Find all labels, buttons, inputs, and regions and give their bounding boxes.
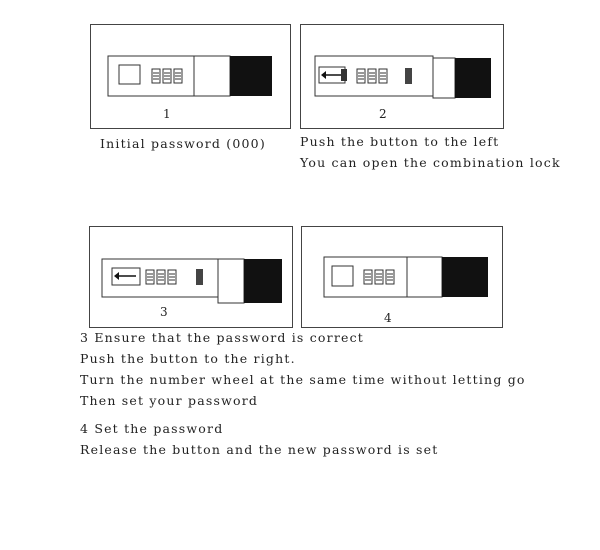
latch-housing [194,56,230,96]
step-1-panel [90,24,291,129]
indicator-icon [405,68,412,84]
instruction-release-button: Release the button and the new password is set [80,442,439,457]
number-wheel-icon [364,270,394,284]
instruction-push-right: Push the button to the right. [80,351,296,366]
arrow-left-icon [321,69,347,81]
step-number: 2 [379,107,388,121]
push-button-icon [332,266,353,286]
lock-diagram-initial [91,25,290,128]
number-wheel-icon [357,69,387,83]
instruction-turn-wheel: Turn the number wheel at the same time without letting go [80,372,526,387]
latch-block-icon [442,257,488,297]
step-number: 1 [163,107,172,121]
step-3-panel [89,226,293,328]
latch-housing [218,259,244,303]
latch-block-icon [244,259,282,303]
step-number: 4 [384,311,393,325]
step-number: 3 [160,305,169,319]
latch-housing [433,58,455,98]
number-wheel-icon [146,270,176,284]
lock-diagram-set [302,227,502,327]
step-4-panel [301,226,503,328]
step-2-panel [300,24,504,129]
caption-open-lock: You can open the combination lock [300,155,561,170]
number-wheel-icon [152,69,182,83]
push-button-icon [119,65,140,84]
caption-initial-password: Initial password (000) [100,136,266,151]
instruction-step3-title: 3 Ensure that the password is correct [80,330,365,345]
lock-diagram-push-right [90,227,292,327]
latch-housing [407,257,442,297]
instruction-set-password: Then set your password [80,393,259,408]
latch-block-icon [230,56,272,96]
lock-diagram-push-left [301,25,503,128]
instruction-step4-title: 4 Set the password [80,421,224,436]
latch-block-icon [455,58,491,98]
indicator-icon [196,269,203,285]
caption-push-left: Push the button to the left [300,134,500,149]
arrow-left-icon [114,272,136,280]
